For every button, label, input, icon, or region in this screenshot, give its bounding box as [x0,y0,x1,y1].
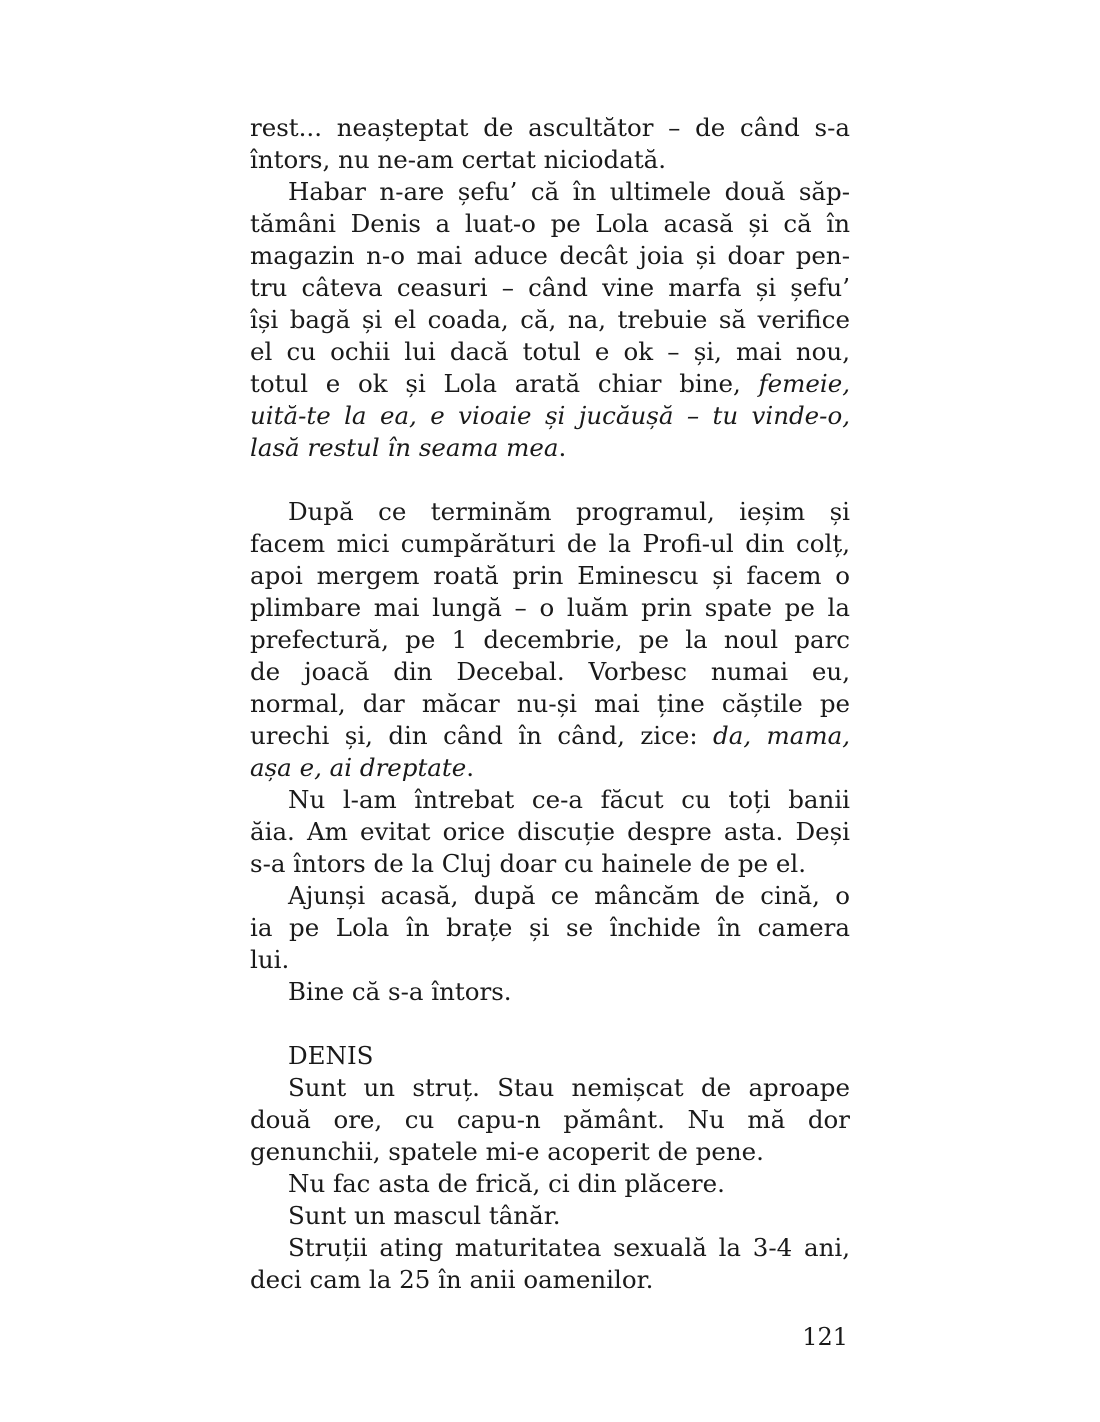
text-line [250,1168,850,1200]
line-text: tămâni Denis a luat-o pe Lola acasă și că în [250,209,850,238]
text-line [250,624,850,656]
line-text: Ajunși acasă, după ce mâncăm de cină, o [288,881,850,910]
italic-text: așa e, ai dreptate [250,753,467,782]
text-line [250,880,850,912]
line-text: Nu l-am întrebat ce-a făcut cu toți banii [288,785,850,814]
text-line [250,656,850,688]
text-line [250,848,850,880]
page-number: 121 [802,1323,848,1351]
paragraph [250,496,850,784]
text-line [250,784,850,816]
text-line [250,1264,850,1296]
line-text: Habar n-are șefu’ că în ultimele două săp- [288,177,850,206]
text-line [250,176,850,208]
line-text: apoi mergem roată prin Eminescu și facem o [250,561,850,590]
line-text: Sunt un struț. Stau nemișcat de aproape [288,1073,850,1102]
text-line [250,144,850,176]
line-text: două ore, cu capu-n pământ. Nu mă dor [250,1105,850,1134]
line-text: își bagă și el coada, că, na, trebuie să verifice [250,305,850,334]
text-line [250,1104,850,1136]
line-punctuation: . [558,433,567,462]
section-heading: DENIS [288,1041,374,1070]
line-text: plimbare mai lungă – o luăm prin spate pe la [250,593,850,622]
italic-text: da, mama, [713,721,851,750]
text-line [250,400,850,432]
paragraph [250,880,850,976]
line-text: După ce terminăm programul, ieșim și [288,497,850,526]
section-break [250,464,850,496]
text-line [250,208,850,240]
line-text: Nu fac asta de frică, ci din plăcere. [288,1169,725,1198]
text-line [250,1072,850,1104]
text-line [250,528,850,560]
italic-text: uită-te la ea, e vioaie și jucăușă – tu vinde-o, [250,401,850,430]
text-line [250,272,850,304]
text-line [250,1200,850,1232]
paragraph [250,1168,850,1200]
line-text: magazin n-o mai aduce decât joia și doar pen- [250,241,850,270]
text-line [250,240,850,272]
line-text: lui. [250,945,290,974]
line-text: Sunt un mascul tânăr. [288,1201,561,1230]
paragraph [250,112,850,176]
line-text: totul e ok și Lola arată chiar bine, [250,369,741,398]
text-line [250,752,850,784]
paragraph [250,784,850,880]
text-line [250,720,850,752]
text-line [250,816,850,848]
paragraph [250,176,850,464]
line-text: urechi și, din când în când, zice: [250,721,698,750]
text-line [250,944,850,976]
line-text: s-a întors de la Cluj doar cu hainele de pe el. [250,849,806,878]
italic-text: lasă restul în seama mea [250,433,559,462]
line-text: el cu ochii lui dacă totul e ok – și, mai nou, [250,337,850,366]
paragraph [250,976,850,1008]
line-text: ia pe Lola în brațe și se închide în camera [250,913,850,942]
text-line [250,976,850,1008]
line-text: normal, dar măcar nu-și mai ține căștile pe [250,689,850,718]
section-break [250,1008,850,1040]
line-text: rest... neașteptat de ascultător – de când s-a [250,113,850,142]
paragraph [250,1200,850,1232]
italic-text: femeie, [758,369,850,398]
text-line [250,688,850,720]
text-line [250,560,850,592]
text-line [250,304,850,336]
line-text: deci cam la 25 în anii oamenilor. [250,1265,654,1294]
text-line [250,912,850,944]
text-line [250,336,850,368]
text-line [250,1136,850,1168]
line-text: Struții ating maturitatea sexuală la 3-4 ani, [288,1233,850,1262]
line-text: facem mici cumpărături de la Profi-ul din colț, [250,529,850,558]
line-text: genunchii, spatele mi-e acoperit de pene. [250,1137,764,1166]
line-text: prefectură, pe 1 decembrie, pe la noul parc [250,625,850,654]
line-text: ăia. Am evitat orice discuție despre asta. Deși [250,817,850,846]
text-line [250,432,850,464]
text-line [250,1232,850,1264]
text-line [250,592,850,624]
paragraph [250,1072,850,1168]
line-text: tru câteva ceasuri – când vine marfa și șefu’ [250,273,850,302]
line-text: întors, nu ne-am certat niciodată. [250,145,667,174]
line-text: Bine că s-a întors. [288,977,512,1006]
line-punctuation: . [466,753,475,782]
line-text: de joacă din Decebal. Vorbesc numai eu, [250,657,850,686]
book-page-body [250,112,850,1296]
paragraph [250,1232,850,1296]
text-line [250,496,850,528]
text-line [250,368,850,400]
text-line [250,112,850,144]
